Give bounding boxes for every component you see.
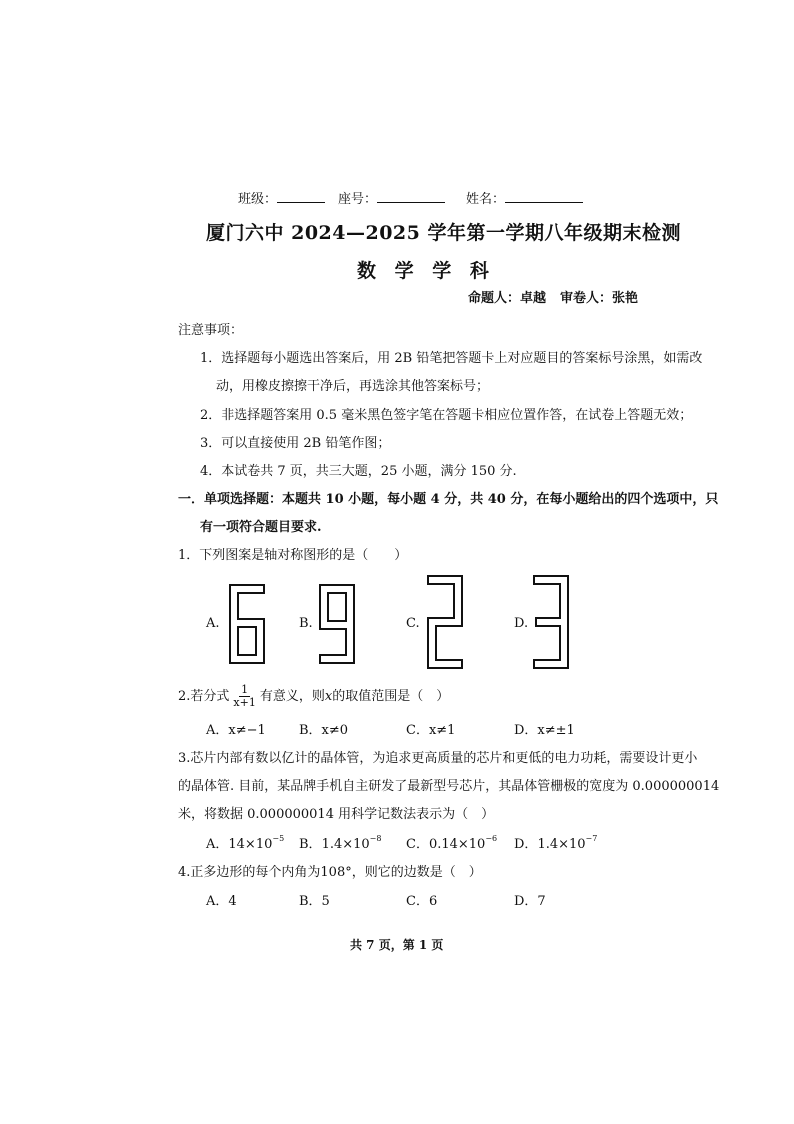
section-heading: 一．单项选择题：本题共 10 小题，每小题 4 分，共 40 分，在每小题给出的四个选项中，只: [178, 492, 719, 507]
q3-option-b-exp: −8: [369, 834, 382, 843]
q3-line-1: 3.芯片内部有数以亿计的晶体管，为追求更高质量的芯片和更低的电力功耗，需要设计更小: [178, 751, 698, 766]
q3-option-a-base: 14×10: [228, 837, 273, 852]
q2-fraction: [231, 684, 257, 709]
class-label: 班级：: [238, 192, 278, 207]
class-field: [238, 190, 325, 209]
q3-option-d-base: 1.4×10: [537, 837, 586, 852]
seat-label: 座号：: [338, 192, 378, 207]
digit-2-icon: [426, 574, 464, 670]
q3-option-a-exp: −5: [272, 834, 285, 843]
q3-option-b-base: 1.4×10: [321, 837, 370, 852]
q2-option-b: B．x≠0: [299, 723, 349, 738]
q4-option-d: D．7: [514, 894, 546, 909]
q2-frac-den: x+1: [233, 696, 256, 709]
q2-var: x: [324, 689, 333, 704]
q2-stem-post: 有意义，则: [259, 689, 325, 704]
q3-option-d: [514, 836, 597, 854]
q2-stem-end: 的取值范围是（ ）: [332, 689, 450, 704]
q3-option-d-label: D．: [514, 837, 538, 852]
q3-option-c-base: 0.14×10: [428, 837, 486, 852]
q2-option-d: D．x≠±1: [514, 723, 575, 738]
page-footer: 共 7 页，第 1 页: [350, 938, 444, 952]
q2-option-c: C．x≠1: [406, 723, 456, 738]
note-item-1-cont: 动，用橡皮擦擦干净后，再选涂其他答案标号；: [216, 379, 490, 394]
note-item-1: 1．选择题每小题选出答案后，用 2B 铅笔把答题卡上对应题目的答案标号涂黑，如需改: [200, 351, 703, 366]
q3-option-c-label: C．: [406, 837, 429, 852]
name-field: [466, 190, 583, 209]
seat-field: [338, 190, 445, 209]
q2-frac-num: 1: [241, 683, 249, 696]
q1-option-d-label: D.: [514, 616, 529, 631]
setter-label: 命题人：卓越: [468, 291, 547, 306]
name-label: 姓名：: [466, 192, 506, 207]
q2-option-a: A．x≠−1: [206, 723, 266, 738]
q4-option-a: A．4: [206, 894, 237, 909]
q3-option-c: [406, 836, 497, 854]
q3-option-b: [299, 836, 381, 854]
notes-heading: 注意事项：: [178, 323, 244, 338]
q3-line-2: 的晶体管. 目前，某品牌手机自主研发了最新型号芯片，其晶体管栅极的宽度为 0.000000014: [178, 779, 720, 794]
q3-option-b-label: B．: [299, 837, 322, 852]
q3-option-c-exp: −6: [485, 834, 498, 843]
reviewer-label: 审卷人：张艳: [560, 291, 639, 306]
q4-option-b: B．5: [299, 894, 330, 909]
q3-option-a: [206, 836, 284, 854]
name-blank[interactable]: [505, 190, 583, 203]
class-blank[interactable]: [277, 190, 325, 203]
digit-9-icon: [318, 583, 356, 665]
q1-option-b-label: B.: [299, 616, 313, 631]
q3-option-a-label: A．: [206, 837, 229, 852]
section-heading-cont: 有一项符合题目要求.: [200, 520, 322, 535]
page-title: 厦门六中 2024—2025 学年第一学期八年级期末检测: [206, 222, 681, 244]
digit-3-icon: [532, 574, 570, 670]
q3-line-3: 米，将数据 0.000000014 用科学记数法表示为（ ）: [178, 807, 495, 822]
seat-blank[interactable]: [377, 190, 445, 203]
note-item-2: 2．非选择题答案用 0.5 毫米黑色签字笔在答题卡相应位置作答，在试卷上答题无效；: [200, 408, 693, 423]
q2-stem-pre: 2.若分式: [178, 689, 230, 704]
q4-option-c: C．6: [406, 894, 438, 909]
q1-stem: 1．下列图案是轴对称图形的是（ ）: [178, 548, 408, 563]
digit-6-icon: [228, 583, 266, 665]
note-item-3: 3．可以直接使用 2B 铅笔作图；: [200, 436, 391, 451]
q1-option-c-label: C.: [406, 616, 420, 631]
q4-stem: 4.正多边形的每个内角为108°，则它的边数是（ ）: [178, 865, 482, 880]
note-item-4: 4．本试卷共 7 页，共三大题，25 小题，满分 150 分.: [200, 464, 517, 479]
q3-option-d-exp: −7: [585, 834, 598, 843]
subject-title: 数 学 学 科: [357, 260, 495, 282]
q2-stem: [178, 684, 449, 709]
q1-option-a-label: A.: [206, 616, 220, 631]
